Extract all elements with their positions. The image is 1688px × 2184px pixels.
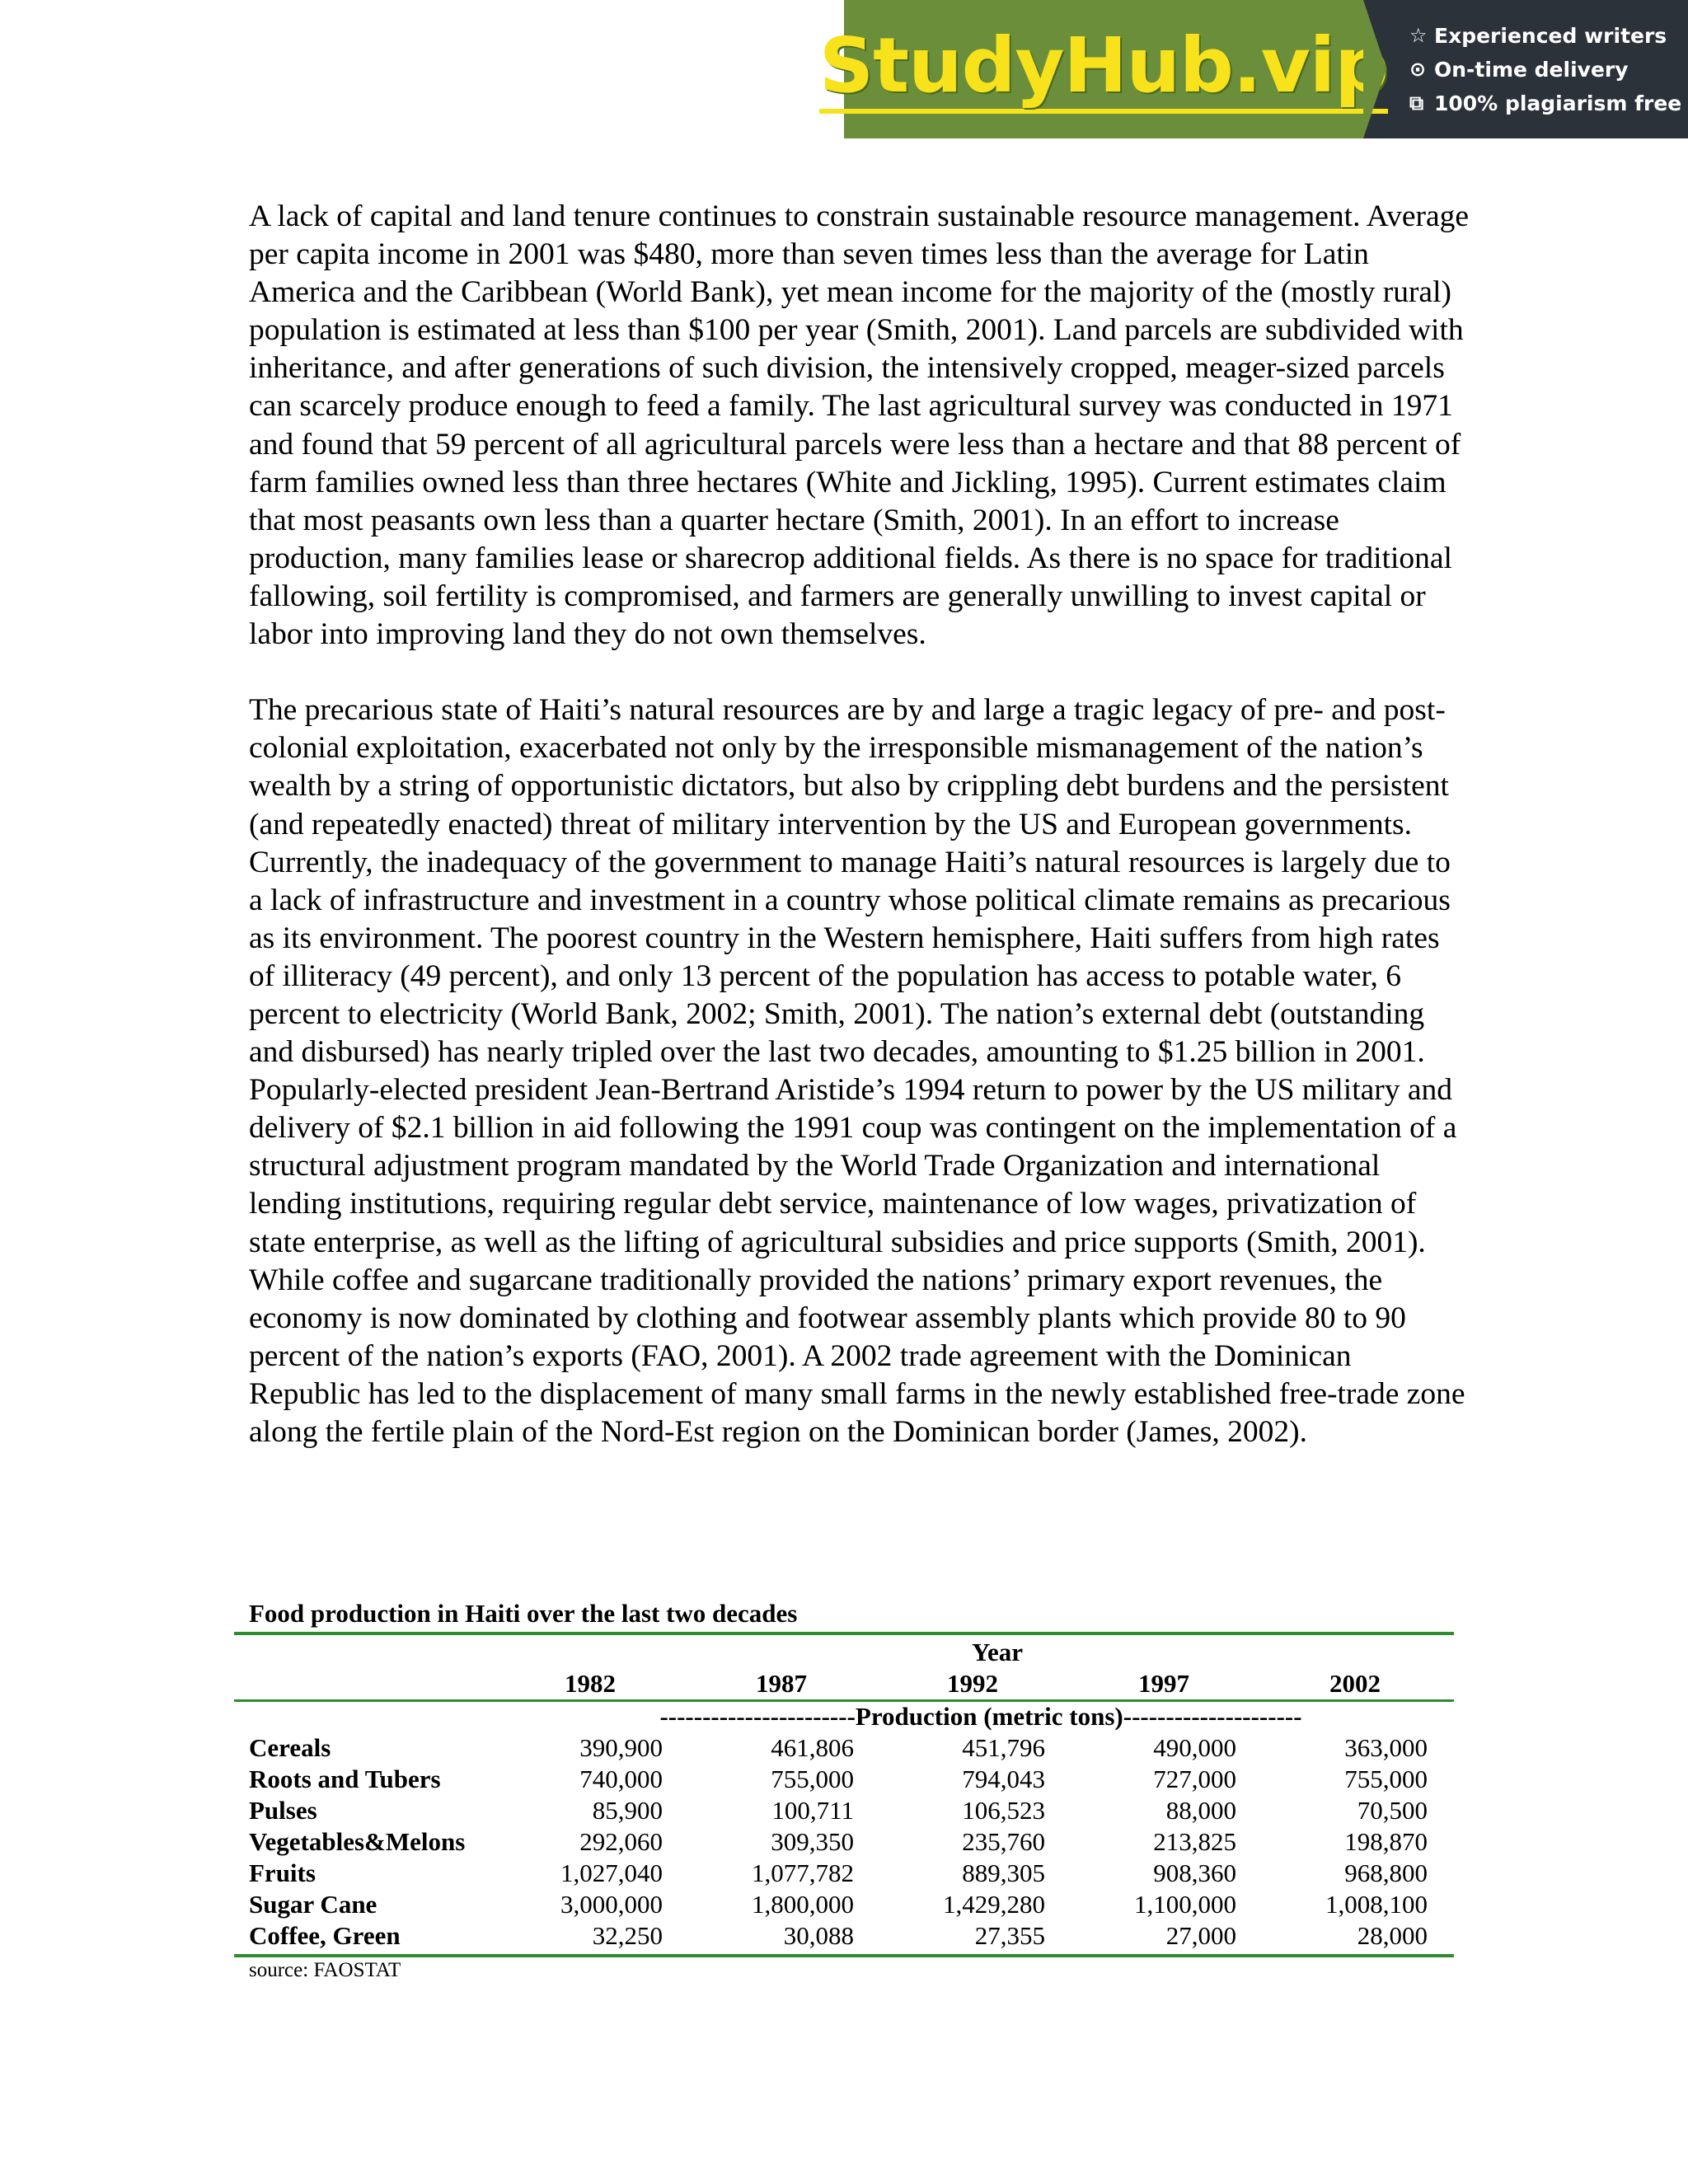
cell-value: 794,043 (962, 1765, 1045, 1793)
cell-value: 213,825 (1153, 1827, 1236, 1856)
cell-value: 461,806 (771, 1733, 854, 1762)
row-label: Coffee, Green (249, 1921, 401, 1950)
cell-value: 88,000 (1165, 1796, 1236, 1825)
cell-value: 32,250 (592, 1921, 663, 1950)
cell-value: 3,000,000 (560, 1890, 663, 1919)
cell-value: 100,711 (771, 1796, 854, 1825)
year-1992: 1992 (947, 1669, 998, 1698)
cell-value: 70,500 (1357, 1796, 1428, 1825)
cell-value: 755,000 (1344, 1765, 1428, 1793)
table-bottom-rule (234, 1954, 1454, 1957)
feature-label: 100% plagiarism free (1434, 91, 1682, 115)
cell-value: 106,523 (962, 1796, 1045, 1825)
cell-value: 363,000 (1344, 1733, 1428, 1762)
cell-value: 1,800,000 (752, 1890, 854, 1919)
cell-value: 1,429,280 (943, 1890, 1045, 1919)
cell-value: 451,796 (962, 1733, 1045, 1762)
cell-value: 727,000 (1153, 1765, 1236, 1793)
table-title: Food production in Haiti over the last two decades (249, 1599, 798, 1628)
feature-label: Experienced writers (1434, 23, 1667, 48)
clock-icon: ⊙ (1409, 57, 1427, 81)
copy-icon: ⧉ (1409, 91, 1424, 115)
cell-value: 235,760 (962, 1827, 1045, 1856)
cell-value: 740,000 (579, 1765, 663, 1793)
document-body (249, 198, 1469, 1451)
year-1982: 1982 (565, 1669, 616, 1698)
feature-label: On-time delivery (1434, 57, 1629, 82)
cell-value: 908,360 (1153, 1858, 1236, 1887)
year-1997: 1997 (1138, 1669, 1189, 1698)
row-label: Vegetables&Melons (249, 1827, 466, 1856)
table-source: source: FAOSTAT (249, 1959, 401, 1981)
paragraph-land-tenure: A lack of capital and land tenure continues to constrain sustainable resource management. Average per capita income in 2001 was $480, more than seven times less than the average for Latin America and the Caribbean (World Bank), yet mean income for the majority of the (mostly rural) population is estimated at less than $100 per year (Smith, 2001). Land parcels are subdivided with inheritance, and after generations of such division, the intensively cropped, meager-sized parcels can scarcely produce enough to feed a family. The last agricultural survey was conducted in 1971 and found that 59 percent of all agricultural parcels were less than a hectare and that 88 percent of farm families owned less than three hectares (White and Jickling, 1995). Current estimates claim that most peasants own less than a quarter hectare (Smith, 2001). In an effort to increase production, many families lease or sharecrop additional fields. As there is no space for traditional fallowing, soil fertility is compromised, and farmers are generally unwilling to invest capital or labor into improving land they do not own themselves. (249, 199, 1470, 652)
cell-value: 27,000 (1165, 1921, 1236, 1950)
cell-value: 28,000 (1357, 1921, 1428, 1950)
row-label: Pulses (249, 1796, 317, 1825)
cell-value: 1,027,040 (560, 1858, 663, 1887)
cell-value: 292,060 (579, 1827, 663, 1856)
features-panel (1363, 0, 1688, 138)
row-label: Fruits (249, 1858, 316, 1887)
year-1987: 1987 (756, 1669, 807, 1698)
table-top-rule (234, 1632, 1454, 1635)
feature-on-time-delivery (1409, 53, 1688, 87)
cell-value: 1,077,782 (752, 1858, 854, 1887)
cell-value: 30,088 (783, 1921, 854, 1950)
feature-experienced-writers (1409, 19, 1688, 53)
cell-value: 1,008,100 (1325, 1890, 1428, 1919)
cell-value: 889,305 (962, 1858, 1045, 1887)
cell-value: 968,800 (1344, 1858, 1428, 1887)
row-label: Sugar Cane (249, 1890, 377, 1919)
cell-value: 490,000 (1153, 1733, 1236, 1762)
studyhub-logo[interactable]: StudyHub.vip (819, 25, 1388, 114)
cell-value: 390,900 (579, 1733, 663, 1762)
cell-value: 198,870 (1344, 1827, 1428, 1856)
cell-value: 1,100,000 (1134, 1890, 1236, 1919)
year-header: Year (972, 1638, 1023, 1666)
logo-panel[interactable] (818, 0, 1389, 138)
feature-plagiarism-free (1409, 87, 1688, 120)
cell-value: 85,900 (592, 1796, 663, 1825)
studyhub-banner[interactable] (818, 0, 1688, 138)
row-label: Cereals (249, 1733, 331, 1762)
cell-value: 755,000 (771, 1765, 854, 1793)
row-label: Roots and Tubers (249, 1765, 441, 1793)
star-icon: ☆ (1409, 23, 1428, 47)
year-2002: 2002 (1329, 1669, 1381, 1698)
unit-label: -----------------------Production (metric tons)--------------------- (659, 1702, 1302, 1731)
paragraph-natural-resources: The precarious state of Haiti’s natural resources are by and large a tragic legacy of pre- and post-colonial exploitation, exacerbated not only by the irresponsible mismanagement of the nation’s wealth by a string of opportunistic dictators, but also by crippling debt burdens and the persistent (and repeatedly enacted) threat of military intervention by the US and European governments. Currently, the inadequacy of the government to manage Haiti’s natural resources is largely due to a lack of infrastructure and investment in a country whose political climate remains as precarious as its environment. The poorest country in the Western hemisphere, Haiti suffers from high rates of illiteracy (49 percent), and only 13 percent of the population has access to potable water, 6 percent to electricity (World Bank, 2002; Smith, 2001). The nation’s external debt (outstanding and disbursed) has nearly tripled over the last two decades, amounting to $1.25 billion in 2001. Popularly-elected president Jean-Bertrand Aristide’s 1994 return to power by the US military and delivery of $2.1 billion in aid following the 1991 coup was contingent on the implementation of a structural adjustment program mandated by the World Trade Organization and international lending institutions, requiring regular debt service, maintenance of low wages, privatization of state enterprise, as well as the lifting of agricultural subsidies and price supports (Smith, 2001). While coffee and sugarcane traditionally provided the nations’ primary export revenues, the economy is now dominated by clothing and footwear assembly plants which provide 80 to 90 percent of the nation’s exports (FAO, 2001). A 2002 trade agreement with the Dominican Republic has led to the displacement of many small farms in the newly established free-trade zone along the fertile plain of the Nord-Est region on the Dominican border (James, 2002). (249, 693, 1465, 1449)
cell-value: 27,355 (974, 1921, 1045, 1950)
cell-value: 309,350 (771, 1827, 854, 1856)
